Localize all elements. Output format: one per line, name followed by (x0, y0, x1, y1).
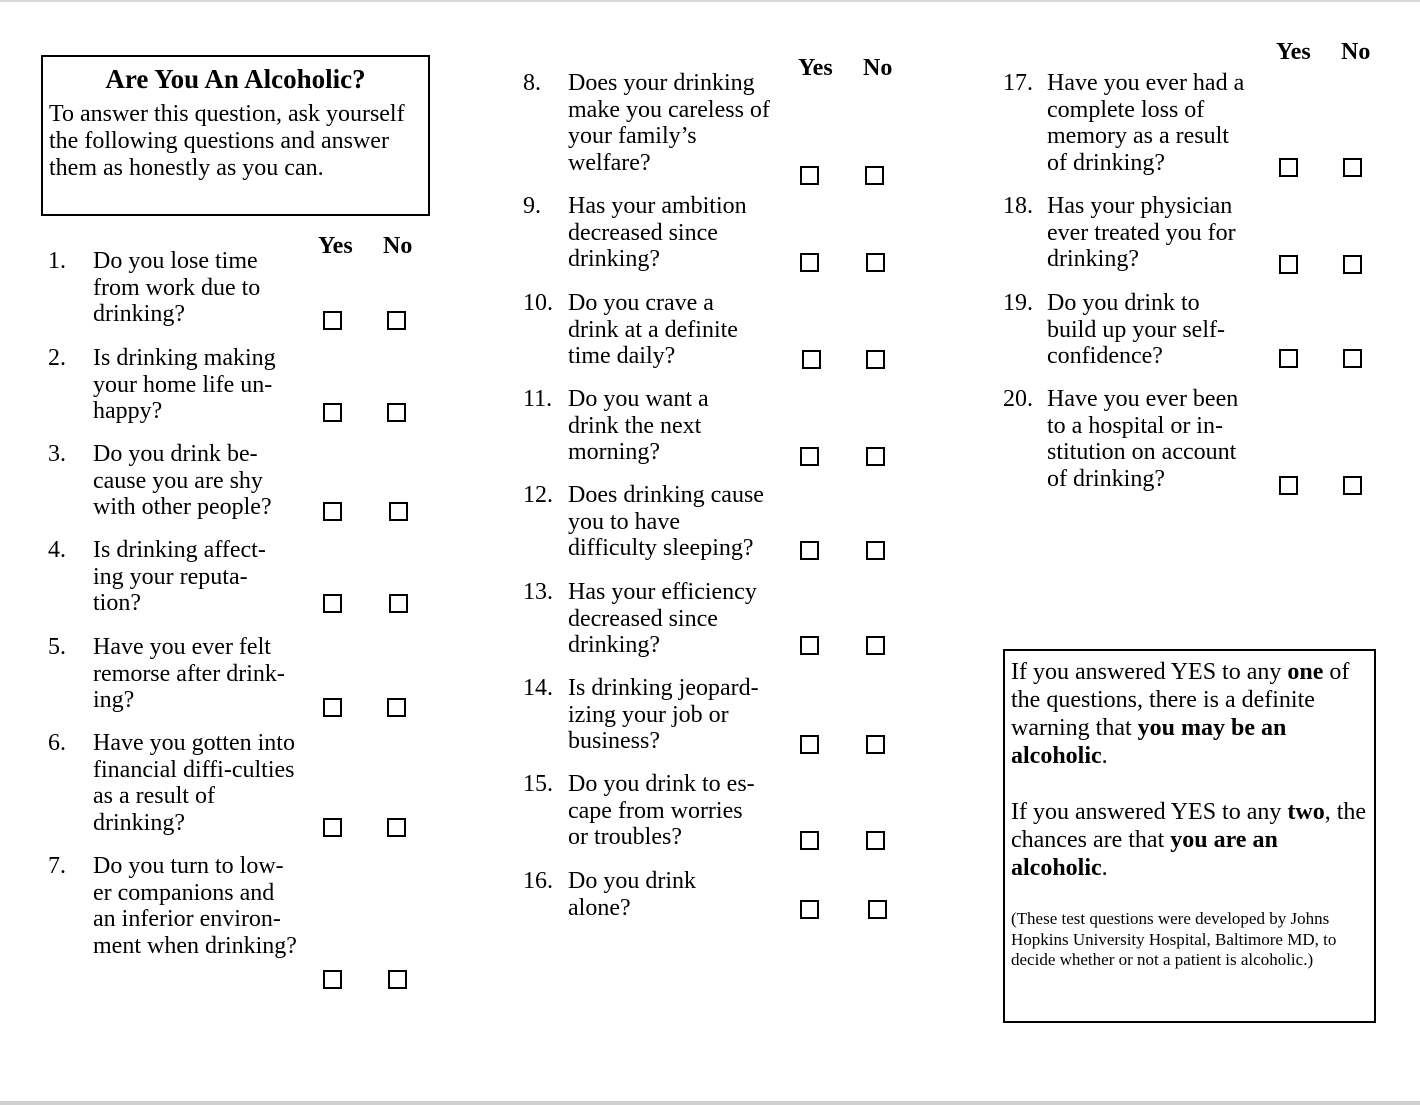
question-number: 18. (1003, 193, 1033, 219)
question-text: Does your drinking make you careless of your family’s welfare? (568, 70, 770, 176)
result-emphasis: two (1287, 799, 1325, 825)
yes-column-header: Yes (798, 55, 833, 81)
no-checkbox[interactable] (865, 166, 884, 185)
no-checkbox[interactable] (1343, 476, 1362, 495)
question-text: Do you drink to build up your self-confidence? (1047, 290, 1225, 370)
yes-checkbox[interactable] (800, 735, 819, 754)
page-bottom-edge (0, 1101, 1420, 1105)
yes-checkbox[interactable] (323, 403, 342, 422)
question-number: 7. (48, 853, 66, 879)
question-number: 4. (48, 537, 66, 563)
question-number: 6. (48, 730, 66, 756)
question-number: 16. (523, 868, 553, 894)
question-text: Have you ever felt remorse after drink-ing? (93, 634, 285, 714)
no-column-header: No (1341, 39, 1371, 65)
result-one-text (1011, 658, 1371, 770)
question-text: Do you drink alone? (568, 868, 696, 921)
no-checkbox[interactable] (1343, 349, 1362, 368)
question-number: 19. (1003, 290, 1033, 316)
result-emphasis: you are an alcoholic (1011, 827, 1278, 881)
result-text: , the chances are that (1011, 799, 1367, 853)
question-text: Do you drink to es-cape from worries or troubles? (568, 771, 755, 851)
question-text: Have you ever been to a hospital or in-stitution on account of drinking? (1047, 386, 1239, 492)
question-text: Do you crave a drink at a definite time daily? (568, 290, 738, 370)
question-number: 5. (48, 634, 66, 660)
question-text: Do you turn to low-er companions and an inferior environ-ment when drinking? (93, 853, 297, 959)
question-text: Have you ever had a complete loss of memory as a result of drinking? (1047, 70, 1245, 176)
yes-checkbox[interactable] (800, 166, 819, 185)
result-text: If you answered YES to any (1011, 799, 1288, 825)
no-column-header: No (863, 55, 893, 81)
question-text: Is drinking affect-ing your reputa-tion? (93, 537, 266, 617)
question-text: Has your physician ever treated you for drinking? (1047, 193, 1236, 273)
yes-checkbox[interactable] (323, 698, 342, 717)
yes-checkbox[interactable] (800, 831, 819, 850)
title-box (41, 55, 430, 216)
yes-checkbox[interactable] (1279, 158, 1298, 177)
source-note: (These test questions were developed by Johns Hopkins University Hospital, Baltimore MD, to decide whether or not a patient is alcoholic.) (1011, 909, 1337, 969)
question-number: 9. (523, 193, 541, 219)
no-checkbox[interactable] (387, 311, 406, 330)
question-text: Does drinking cause you to have difficulty sleeping? (568, 482, 764, 562)
no-checkbox[interactable] (1343, 158, 1362, 177)
no-checkbox[interactable] (868, 900, 887, 919)
result-text: . (1101, 743, 1108, 769)
yes-checkbox[interactable] (323, 594, 342, 613)
result-emphasis: you may be an alcoholic (1011, 715, 1287, 769)
question-number: 10. (523, 290, 553, 316)
no-checkbox[interactable] (388, 970, 407, 989)
question-text: Do you want a drink the next morning? (568, 386, 709, 466)
result-text: of the questions, there is a definite warning that (1011, 659, 1350, 741)
yes-checkbox[interactable] (323, 502, 342, 521)
yes-checkbox[interactable] (800, 636, 819, 655)
no-checkbox[interactable] (1343, 255, 1362, 274)
result-text: If you answered YES to any (1011, 659, 1288, 685)
result-emphasis: one (1287, 659, 1324, 685)
yes-checkbox[interactable] (1279, 349, 1298, 368)
no-checkbox[interactable] (389, 502, 408, 521)
yes-column-header: Yes (318, 233, 353, 259)
yes-checkbox[interactable] (800, 253, 819, 272)
yes-checkbox[interactable] (800, 900, 819, 919)
question-text: Do you drink be-cause you are shy with other people? (93, 441, 272, 521)
no-checkbox[interactable] (387, 403, 406, 422)
question-number: 20. (1003, 386, 1033, 412)
page-top-edge (0, 0, 1420, 2)
page-title: Are You An Alcoholic? (105, 64, 366, 94)
question-number: 3. (48, 441, 66, 467)
no-checkbox[interactable] (866, 253, 885, 272)
yes-checkbox[interactable] (800, 447, 819, 466)
yes-checkbox[interactable] (1279, 255, 1298, 274)
no-checkbox[interactable] (866, 831, 885, 850)
yes-checkbox[interactable] (802, 350, 821, 369)
no-checkbox[interactable] (389, 594, 408, 613)
result-text: . (1101, 855, 1108, 881)
question-number: 17. (1003, 70, 1033, 96)
yes-checkbox[interactable] (1279, 476, 1298, 495)
no-checkbox[interactable] (866, 541, 885, 560)
no-checkbox[interactable] (387, 818, 406, 837)
no-checkbox[interactable] (866, 735, 885, 754)
result-two-text (1011, 798, 1371, 882)
question-text: Have you gotten into financial diffi-culties as a result of drinking? (93, 730, 295, 836)
yes-checkbox[interactable] (323, 818, 342, 837)
question-number: 14. (523, 675, 553, 701)
question-text: Has your ambition decreased since drinking? (568, 193, 747, 273)
no-checkbox[interactable] (866, 636, 885, 655)
question-number: 15. (523, 771, 553, 797)
question-text: Has your efficiency decreased since drinking? (568, 579, 757, 659)
question-text: Is drinking making your home life un-happy? (93, 345, 276, 425)
no-checkbox[interactable] (866, 350, 885, 369)
question-text: Is drinking jeopard-izing your job or business? (568, 675, 759, 755)
no-checkbox[interactable] (387, 698, 406, 717)
yes-checkbox[interactable] (323, 970, 342, 989)
yes-checkbox[interactable] (800, 541, 819, 560)
question-number: 8. (523, 70, 541, 96)
no-checkbox[interactable] (866, 447, 885, 466)
question-number: 11. (523, 386, 553, 412)
yes-column-header: Yes (1276, 39, 1311, 65)
question-text: Do you lose time from work due to drinking? (93, 248, 261, 328)
question-number: 13. (523, 579, 553, 605)
no-column-header: No (383, 233, 413, 259)
question-number: 1. (48, 248, 66, 274)
yes-checkbox[interactable] (323, 311, 342, 330)
question-number: 2. (48, 345, 66, 371)
intro-text: To answer this question, ask yourself the following questions and answer them as honestly as you can. (49, 101, 405, 181)
question-number: 12. (523, 482, 553, 508)
result-box (1003, 649, 1376, 1023)
